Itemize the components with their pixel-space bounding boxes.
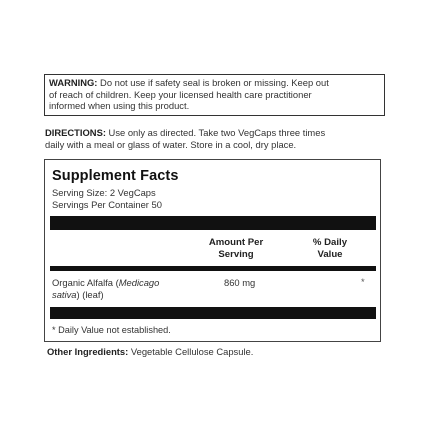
other-ingredients-label: Other Ingredients: bbox=[47, 346, 129, 357]
serving-size: Serving Size: 2 VegCaps bbox=[52, 187, 156, 198]
directions-line-2: daily with a meal or glass of water. Store in a cool, dry place. bbox=[45, 138, 297, 150]
dv-header-line-1: % Daily bbox=[312, 237, 348, 248]
amount-header-line-2: Serving bbox=[218, 249, 254, 260]
ingredient-daily-value: * bbox=[361, 276, 365, 287]
directions-label: DIRECTIONS: bbox=[45, 127, 106, 138]
daily-value-footnote: * Daily Value not established. bbox=[52, 325, 171, 335]
thick-divider-top bbox=[50, 216, 376, 230]
ingredient-amount: 860 mg bbox=[224, 277, 256, 288]
warning-label: WARNING: bbox=[49, 77, 98, 88]
ingredient-latin-species: sativa bbox=[52, 289, 77, 300]
warning-text-1: Do not use if safety seal is broken or missing. Keep out bbox=[97, 77, 329, 88]
daily-value-header bbox=[298, 237, 362, 261]
warning-line-3: informed when using this product. bbox=[49, 100, 190, 112]
amount-header-line-1: Amount Per bbox=[208, 237, 264, 248]
warning-line-2: of reach of children. Keep your licensed health care practitioner bbox=[49, 88, 312, 100]
supplement-facts-title: Supplement Facts bbox=[52, 168, 179, 184]
ingredient-name-text: Organic Alfalfa ( bbox=[52, 277, 119, 288]
warning-box bbox=[44, 74, 385, 116]
directions-block bbox=[45, 127, 390, 150]
thick-divider-bottom bbox=[50, 307, 376, 319]
medium-divider bbox=[50, 266, 376, 271]
other-ingredients bbox=[47, 346, 253, 357]
other-ingredients-value: Vegetable Cellulose Capsule. bbox=[128, 346, 254, 357]
supplement-facts-panel bbox=[44, 159, 381, 342]
directions-line-1 bbox=[45, 127, 390, 139]
warning-line-1 bbox=[49, 77, 380, 89]
directions-text-1: Use only as directed. Take two VegCaps three times bbox=[105, 127, 326, 138]
servings-per-container: Servings Per Container 50 bbox=[52, 199, 162, 210]
amount-per-serving-header bbox=[190, 237, 282, 261]
dv-header-line-2: Value bbox=[317, 249, 343, 260]
ingredient-part: ) (leaf) bbox=[76, 289, 104, 300]
ingredient-name bbox=[52, 277, 202, 301]
ingredient-latin-genus: Medicago bbox=[118, 277, 160, 288]
